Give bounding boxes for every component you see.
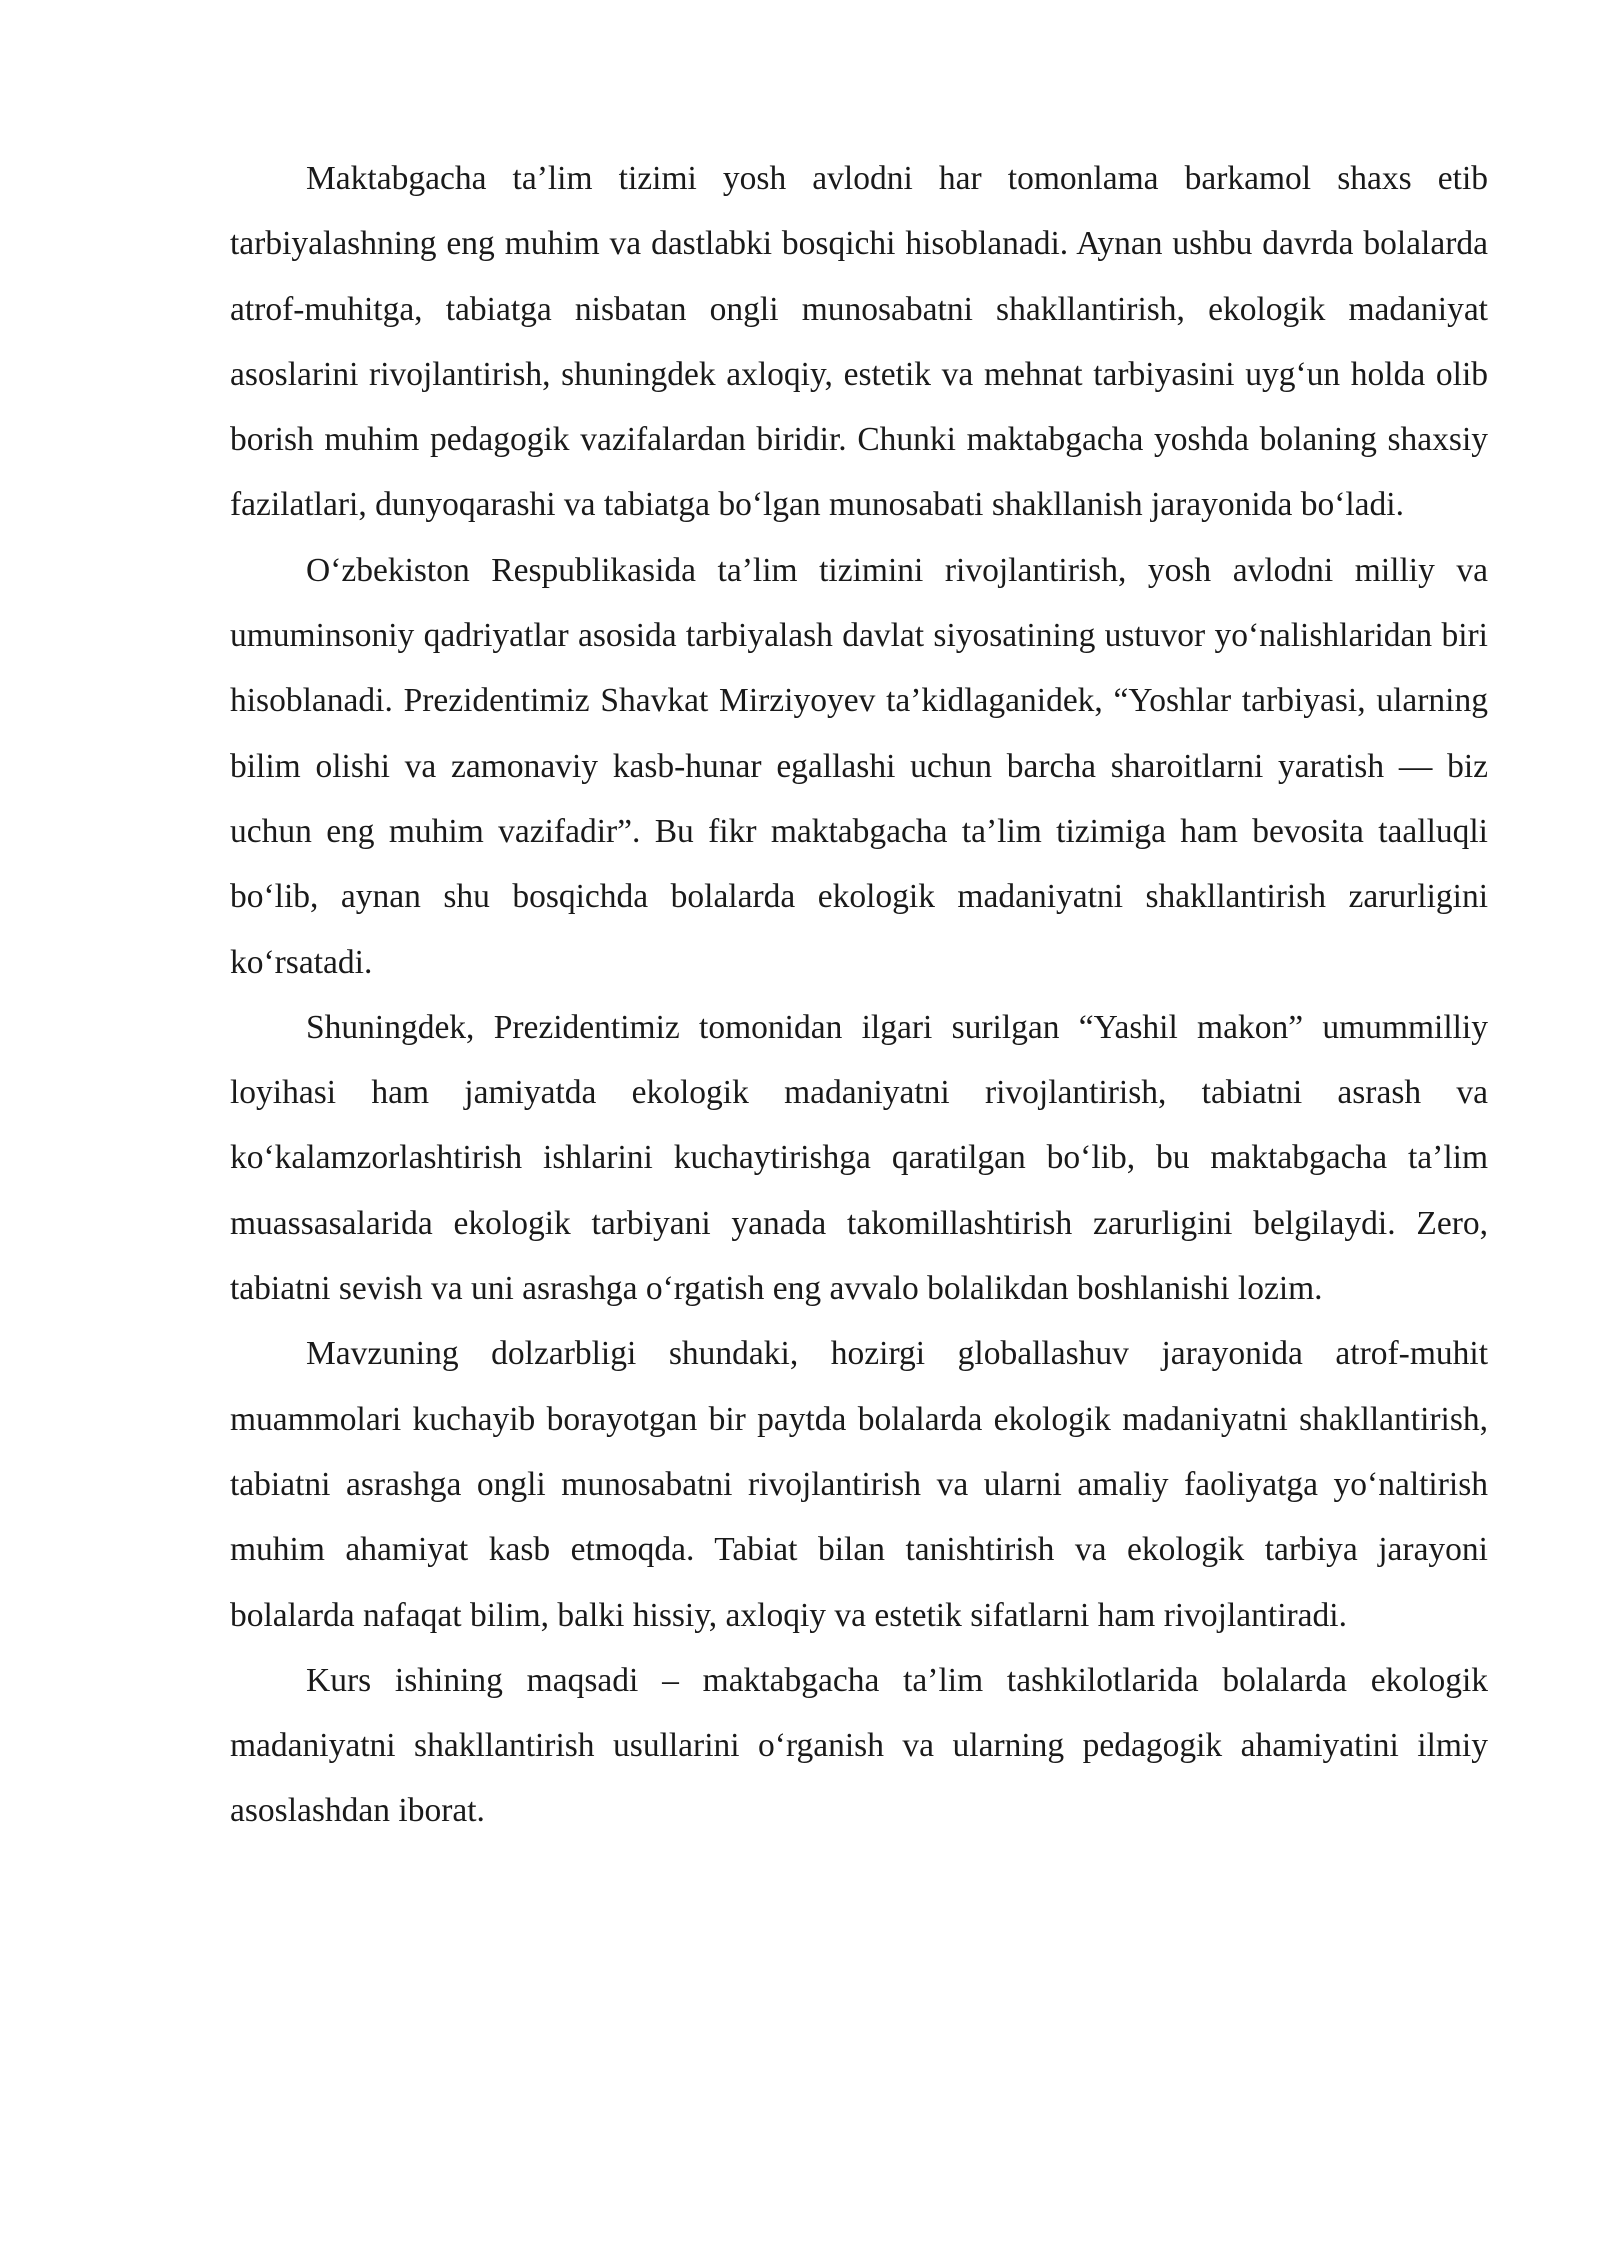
document-body [230, 146, 1488, 1844]
paragraph-1: Maktabgacha ta’lim tizimi yosh avlodni har tomonlama barkamol shaxs etib tarbiyalashning eng muhim va dastlabki bosqichi hisoblanadi. Aynan ushbu davrda bolalarda atrof-muhitga, tabiatga nisbatan ongli munosabatni shakllantirish, ekologik madaniyat asoslarini rivojlantirish, shuningdek axloqiy, estetik va mehnat tarbiyasini uyg‘un holda olib borish muhim pedagogik vazifalardan biridir. Chunki maktabgacha yoshda bolaning shaxsiy fazilatlari, dunyoqarashi va tabiatga bo‘lgan munosabati shakllanish jarayonida bo‘ladi. [230, 160, 1488, 524]
paragraph-3: Shuningdek, Prezidentimiz tomonidan ilgari surilgan “Yashil makon” umummilliy loyihasi ham jamiyatda ekologik madaniyatni rivojlantirish, tabiatni asrash va ko‘kalamzorlashtirish ishlarini kuchaytirishga qaratilgan bo‘lib, bu maktabgacha ta’lim muassasalarida ekologik tarbiyani yanada takomillashtirish zarurligini belgilaydi. Zero, tabiatni sevish va uni asrashga o‘rgatish eng avvalo bolalikdan boshlanishi lozim. [230, 1008, 1488, 1308]
paragraph-5: Kurs ishining maqsadi – maktabgacha ta’lim tashkilotlarida bolalarda ekologik madaniyatni shakllantirish usullarini o‘rganish va ularning pedagogik ahamiyatini ilmiy asoslashdan iborat. [230, 1661, 1488, 1830]
paragraph-4: Mavzuning dolzarbligi shundaki, hozirgi globallashuv jarayonida atrof-muhit muammolari kuchayib borayotgan bir paytda bolalarda ekologik madaniyatni shakllantirish, tabiatni asrashga ongli munosabatni rivojlantirish va ularni amaliy faoliyatga yo‘naltirish muhim ahamiyat kasb etmoqda. Tabiat bilan tanishtirish va ekologik tarbiya jarayoni bolalarda nafaqat bilim, balki hissiy, axloqiy va estetik sifatlarni ham rivojlantiradi. [230, 1335, 1488, 1634]
paragraph-2: O‘zbekiston Respublikasida ta’lim tizimini rivojlantirish, yosh avlodni milliy va umuminsoniy qadriyatlar asosida tarbiyalash davlat siyosatining ustuvor yo‘nalishlaridan biri hisoblanadi. Prezidentimiz Shavkat Mirziyoyev ta’kidlaganidek, “Yoshlar tarbiyasi, ularning bilim olishi va zamonaviy kasb-hunar egallashi uchun barcha sharoitlarni yaratish — biz uchun eng muhim vazifadir”. Bu fikr maktabgacha ta’lim tizimiga ham bevosita taalluqli bo‘lib, aynan shu bosqichda bolalarda ekologik madaniyatni shakllantirish zarurligini ko‘rsatadi. [230, 551, 1488, 981]
